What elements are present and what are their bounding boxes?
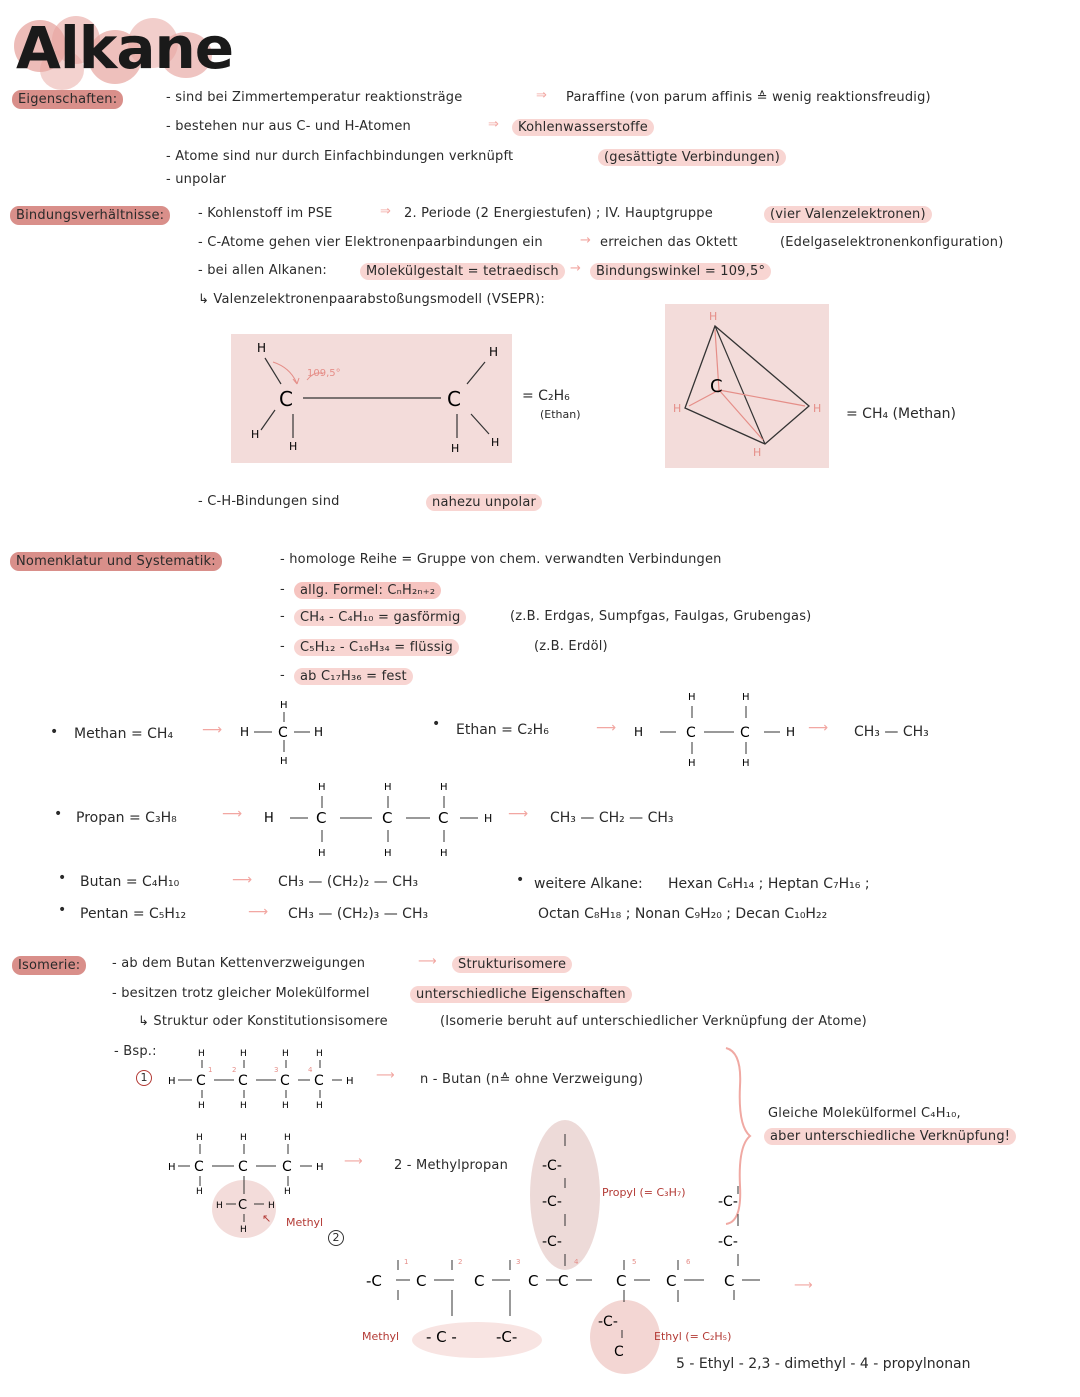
methyl-label-2: Methyl [362,1330,400,1343]
ethan-short: CH₃ — CH₃ [854,724,929,740]
eig-line-3: - bestehen nur aus C- und H-Atomen [166,119,411,134]
svg-text:H: H [786,725,796,739]
svg-text:4: 4 [308,1066,313,1074]
svg-text:H: H [346,1076,354,1087]
arrow-icon: ⟶ [596,720,617,736]
svg-text:H: H [282,1049,289,1059]
svg-text:H: H [316,1162,324,1173]
svg-text:C: C [528,1272,539,1290]
svg-text:H: H [284,1187,291,1197]
svg-text:H: H [316,1101,323,1111]
bind-line-1: - Kohlenstoff im PSE [198,206,333,221]
svg-text:H: H [314,725,324,739]
propyl-label: Propyl (= C₃H₇) [602,1186,686,1199]
nonan-name: 5 - Ethyl - 2,3 - dimethyl - 4 - propylnonan [676,1356,971,1372]
svg-text:3: 3 [516,1258,521,1266]
arrow-icon: ⇒ [536,88,548,103]
svg-text:H: H [491,436,500,449]
butan-short: CH₃ — (CH₂)₂ — CH₃ [278,874,419,890]
svg-text:C: C [282,1159,292,1175]
arrow-icon: ⟶ [794,1278,813,1293]
bind-line-2: 2. Periode (2 Energiestufen) ; IV. Hauptgruppe [404,206,713,221]
svg-text:C: C [474,1272,485,1290]
svg-text:C: C [280,1073,290,1089]
iso-line-2: - besitzen trotz gleicher Molekülformel [112,986,370,1001]
svg-text:H: H [198,1049,205,1059]
nom-line-7: ab C₁₇H₃₆ = fest [294,668,413,685]
svg-text:H: H [484,812,493,825]
svg-text:C: C [194,1159,204,1175]
gleiche-line-2: aber unterschiedliche Verknüpfung! [764,1128,1016,1145]
ch-bindung-line: - C-H-Bindungen sind [198,494,340,509]
iso-line-2-hl: unterschiedliche Eigenschaften [410,986,632,1003]
svg-text:H: H [240,1133,247,1143]
eig-line-2: Paraffine (von parum affinis ≙ wenig reaktionsfreudig) [566,90,931,105]
nom-line-2: allg. Formel: CₙH₂ₙ₊₂ [294,582,441,599]
eig-line-7: - unpolar [166,172,227,187]
svg-text:C: C [558,1272,569,1290]
n-butan-label: n - Butan (n≙ ohne Verzweigung) [420,1072,644,1087]
svg-text:-C: -C [366,1272,382,1290]
svg-text:-C-: -C- [718,1194,738,1210]
svg-text:H: H [240,725,250,739]
svg-text:C: C [416,1272,427,1290]
arrow-icon: ⟶ [508,806,529,822]
nom-line-3: CH₄ - C₄H₁₀ = gasförmig [294,609,466,626]
svg-text:H: H [318,848,326,859]
svg-text:C: C [238,1198,248,1213]
bind-line-4: - C-Atome gehen vier Elektronenpaarbindungen ein [198,235,543,250]
svg-text:H: H [289,440,298,453]
svg-text:2: 2 [232,1066,237,1074]
svg-text:-C-: -C- [542,1234,562,1250]
svg-text:C: C [686,725,696,741]
bullet: • [516,872,525,888]
svg-text:H: H [634,725,644,739]
bind-line-5: erreichen das Oktett [600,235,738,250]
iso-line-3b: (Isomerie beruht auf unterschiedlicher Verknüpfung der Atome) [440,1014,867,1029]
arrow-icon: ⇒ [488,117,500,132]
ex-methan: Methan = CH₄ [74,726,174,742]
n-butan-structure [164,1046,364,1112]
bind-line-9: Bindungswinkel = 109,5° [590,263,771,280]
svg-text:H: H [251,428,260,441]
nom-line-6: (z.B. Erdöl) [534,639,608,654]
ex-propan: Propan = C₃H₈ [76,810,177,826]
eig-line-6: (gesättigte Verbindungen) [598,149,786,166]
arrow-icon: ⇒ [380,204,392,219]
weitere-line-2: Octan C₈H₁₈ ; Nonan C₉H₂₀ ; Decan C₁₀H₂₂ [538,906,828,922]
svg-text:-C-: -C- [542,1194,562,1210]
svg-text:C: C [740,725,750,741]
svg-text:109,5°: 109,5° [307,368,341,379]
arrow-icon: → [580,233,592,248]
svg-text:H: H [280,700,288,711]
ethyl-label: Ethyl (= C₂H₅) [654,1330,732,1343]
arrow-icon: ⟶ [376,1068,395,1083]
svg-text:H: H [813,402,822,415]
ch-bindung-hl: nahezu unpolar [426,494,542,511]
iso-line-1: - ab dem Butan Kettenverzweigungen [112,956,366,971]
bullet: • [50,724,59,740]
ex-pentan: Pentan = C₅H₁₂ [80,906,187,922]
svg-text:C: C [438,809,449,827]
svg-text:-C-: -C- [496,1328,518,1346]
svg-text:H: H [451,442,460,455]
svg-text:H: H [257,341,267,355]
svg-text:H: H [316,1049,323,1059]
arrow-icon: ⟶ [232,872,253,888]
svg-text:H: H [284,1133,291,1143]
arrow-icon: ⟶ [202,722,223,738]
svg-text:1: 1 [404,1258,409,1266]
bind-line-3: (vier Valenzelektronen) [764,206,932,223]
number-1-badge: 1 [136,1070,152,1086]
arrow-icon: ⟶ [418,954,437,969]
nom-dash: - [280,609,285,624]
bullet: • [58,902,67,918]
svg-text:H: H [742,758,750,768]
bullet: • [54,806,63,822]
ethan-name: (Ethan) [540,408,581,421]
svg-text:H: H [196,1187,203,1197]
svg-text:H: H [440,848,448,859]
svg-text:H: H [282,1101,289,1111]
svg-text:H: H [240,1049,247,1059]
iso-line-3: ↳ Struktur oder Konstitutionsisomere [138,1014,388,1029]
svg-text:C: C [666,1272,677,1290]
section-isomerie-label: Isomerie: [12,956,86,975]
svg-text:2: 2 [458,1258,463,1266]
arrow-icon: ⟶ [222,806,243,822]
bullet: • [432,716,441,732]
svg-text:C: C [238,1073,248,1089]
nom-line-5: C₅H₁₂ - C₁₆H₃₄ = flüssig [294,639,459,656]
svg-text:H: H [489,345,499,359]
svg-text:H: H [688,692,696,703]
svg-text:-C-: -C- [718,1234,738,1250]
svg-text:H: H [318,782,326,793]
eig-line-4: Kohlenwasserstoffe [512,119,654,136]
pentan-short: CH₃ — (CH₂)₃ — CH₃ [288,906,429,922]
nom-dash: - [280,639,285,654]
svg-text:5: 5 [632,1258,637,1266]
ex-ethan: Ethan = C₂H₆ [456,722,549,738]
svg-text:H: H [264,811,274,826]
weitere-label: weitere Alkane: [534,876,643,892]
nom-dash: - [280,582,285,597]
svg-text:6: 6 [686,1258,691,1266]
bind-line-8: Molekülgestalt = tetraedisch [360,263,565,280]
iso-bsp: - Bsp.: [114,1044,157,1059]
gleiche-line-1: Gleiche Molekülformel C₄H₁₀, [768,1106,961,1121]
methan-tetrahedron-diagram [665,304,829,468]
svg-text:C: C [616,1272,627,1290]
svg-text:H: H [440,782,448,793]
svg-text:C: C [447,387,461,411]
svg-text:H: H [384,782,392,793]
svg-text:H: H [168,1162,176,1173]
nom-line-1: - homologe Reihe = Gruppe von chem. verwandten Verbindungen [280,552,722,567]
nom-line-4: (z.B. Erdgas, Sumpfgas, Faulgas, Grubengas) [510,609,812,624]
page-title: Alkane [16,14,234,82]
svg-text:C: C [279,387,293,411]
svg-text:C: C [614,1344,624,1360]
svg-text:H: H [168,1076,176,1087]
svg-text:C: C [724,1272,735,1290]
ex-butan: Butan = C₄H₁₀ [80,874,180,890]
weitere-line-1: Hexan C₆H₁₄ ; Heptan C₇H₁₆ ; [668,876,870,892]
bind-line-10: ↳ Valenzelektronenpaarabstoßungsmodell (VSEPR): [198,292,545,307]
svg-text:H: H [673,402,682,415]
propan-short: CH₃ — CH₂ — CH₃ [550,810,674,826]
svg-text:H: H [280,756,288,767]
svg-text:-C-: -C- [598,1314,618,1330]
svg-text:C: C [382,809,393,827]
section-bindung-label: Bindungsverhältnisse: [10,206,170,225]
number-2-badge: 2 [328,1230,344,1246]
svg-text:H: H [742,692,750,703]
svg-text:H: H [384,848,392,859]
svg-text:C: C [316,809,327,827]
svg-text:H: H [196,1133,203,1143]
nom-dash: - [280,668,285,683]
section-eigenschaften-label: Eigenschaften: [12,90,123,109]
svg-text:C: C [314,1073,324,1089]
ethan-structure [630,688,800,768]
methyl-label: Methyl [286,1216,324,1229]
svg-text:- C -: - C - [426,1328,457,1346]
svg-text:H: H [216,1201,223,1211]
section-nomenklatur-label: Nomenklatur und Systematik: [10,552,222,571]
methyl-arrow-icon: ↖ [262,1212,272,1225]
svg-text:H: H [753,446,762,459]
svg-text:H: H [688,758,696,768]
svg-text:4: 4 [574,1258,579,1266]
arrow-icon: → [570,261,582,276]
arrow-icon: ⟶ [344,1154,363,1169]
svg-text:C: C [710,376,723,397]
bind-line-7: - bei allen Alkanen: [198,263,328,278]
svg-text:H: H [268,1201,275,1211]
eig-line-1: - sind bei Zimmertemperatur reaktionsträge [166,90,463,105]
methan-structure [236,696,336,770]
bullet: • [58,870,67,886]
svg-text:H: H [240,1101,247,1111]
ethan-formula: = C₂H₆ [522,388,570,404]
svg-text:1: 1 [208,1066,213,1074]
arrow-icon: ⟶ [248,904,269,920]
eig-line-5: - Atome sind nur durch Einfachbindungen verknüpft [166,149,514,164]
svg-text:H: H [709,310,718,323]
svg-text:H: H [240,1225,247,1235]
svg-text:3: 3 [274,1066,279,1074]
iso-line-1-hl: Strukturisomere [452,956,572,973]
svg-text:H: H [198,1101,205,1111]
svg-text:-C-: -C- [542,1158,562,1174]
methylpropan-label: 2 - Methylpropan [394,1158,509,1173]
svg-text:C: C [238,1159,248,1175]
propan-structure [262,778,502,860]
svg-text:C: C [278,725,288,741]
methan-formula: = CH₄ (Methan) [846,406,956,422]
svg-text:C: C [196,1073,206,1089]
arrow-icon: ⟶ [808,720,829,736]
ethan-structure-diagram [231,334,512,463]
bind-line-6: (Edelgaselektronenkonfiguration) [780,235,1004,250]
